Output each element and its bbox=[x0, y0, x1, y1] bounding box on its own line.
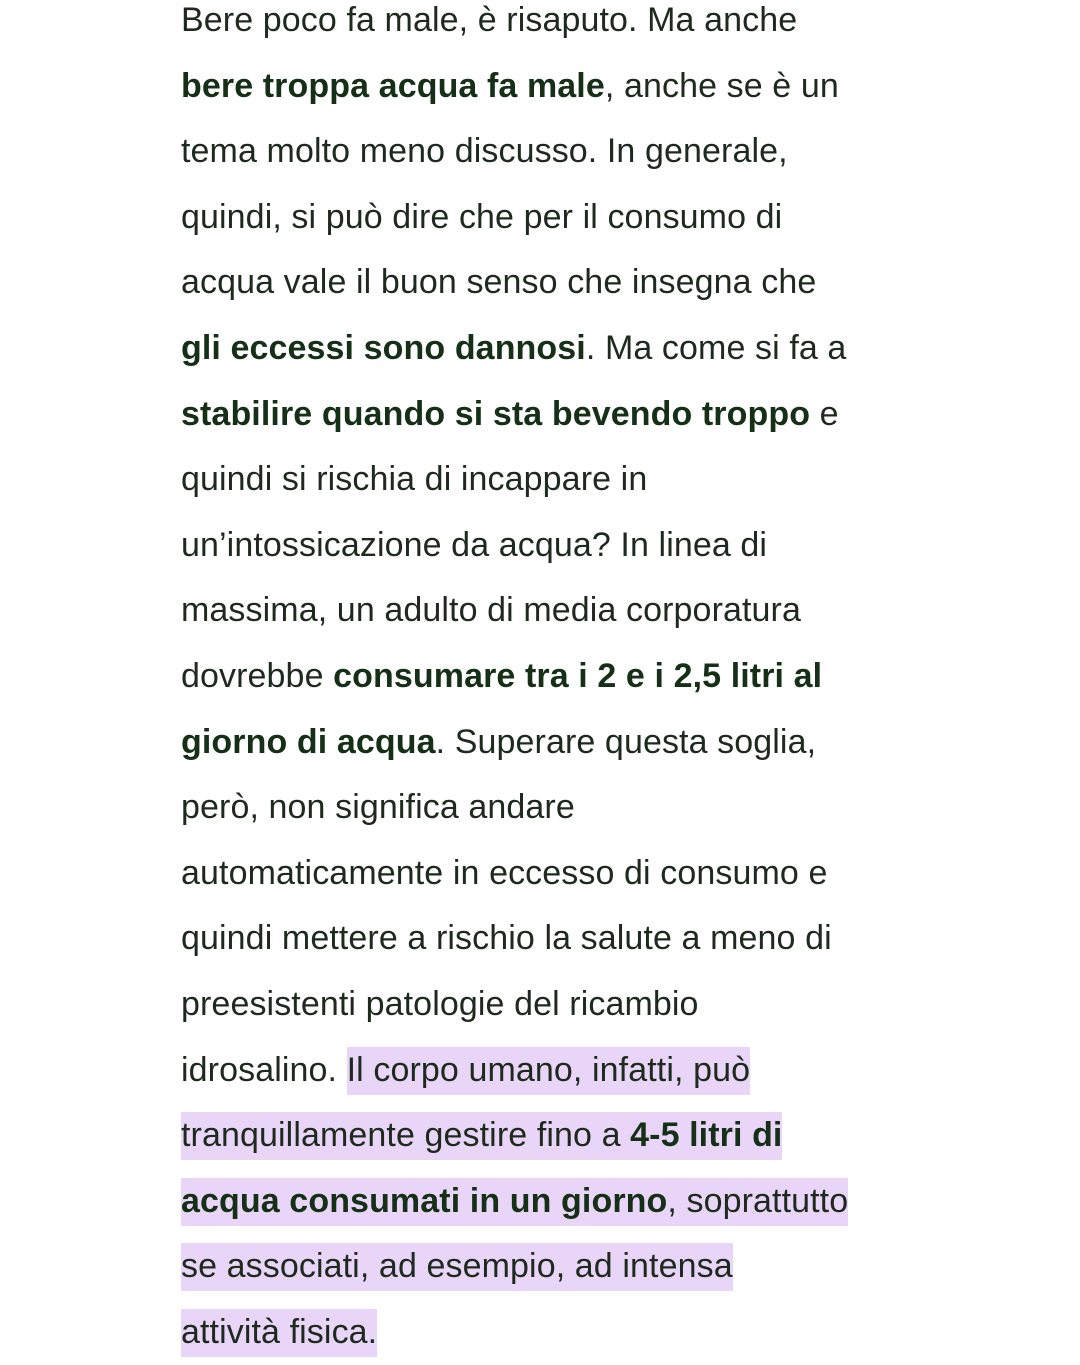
text-line bbox=[181, 185, 921, 251]
text-line bbox=[181, 644, 921, 710]
text-segment: quindi si rischia di incappare in bbox=[181, 460, 648, 499]
bold-text: giorno di acqua bbox=[181, 722, 436, 761]
text-segment: idrosalino. bbox=[181, 1050, 347, 1089]
text-line bbox=[181, 578, 921, 644]
highlighted-text: Il corpo umano, infatti, può bbox=[347, 1047, 750, 1095]
text-line bbox=[181, 54, 921, 120]
text-segment: però, non significa andare bbox=[181, 788, 575, 827]
text-line bbox=[181, 775, 921, 841]
bold-text: gli eccessi sono dannosi bbox=[181, 328, 586, 367]
text-line bbox=[181, 710, 921, 776]
text-segment: quindi, si può dire che per il consumo di bbox=[181, 197, 783, 236]
text-segment: dovrebbe bbox=[181, 656, 334, 695]
text-segment: Bere poco fa male, è risaputo. Ma anche bbox=[181, 1, 798, 39]
text-line bbox=[181, 447, 921, 513]
text-line bbox=[181, 513, 921, 579]
text-line bbox=[181, 382, 921, 448]
highlighted-bold-text: 4-5 litri di bbox=[630, 1112, 782, 1160]
highlighted-text: , soprattutto bbox=[667, 1178, 848, 1226]
text-segment: e bbox=[810, 394, 839, 433]
text-line bbox=[181, 250, 921, 316]
highlighted-text: se associati, ad esempio, ad intensa bbox=[181, 1243, 733, 1291]
article-paragraph bbox=[181, 0, 921, 1365]
text-segment: quindi mettere a rischio la salute a meno di bbox=[181, 919, 832, 958]
text-segment: massima, un adulto di media corporatura bbox=[181, 591, 801, 630]
text-segment: preesistenti patologie del ricambio bbox=[181, 984, 699, 1023]
text-segment: acqua vale il buon senso che insegna che bbox=[181, 263, 817, 302]
text-line bbox=[181, 1103, 921, 1169]
text-line bbox=[181, 841, 921, 907]
text-segment: . Ma come si fa a bbox=[585, 328, 847, 367]
text-line bbox=[181, 316, 921, 382]
text-line bbox=[181, 906, 921, 972]
text-line bbox=[181, 0, 921, 54]
highlighted-text: tranquillamente gestire fino a bbox=[181, 1112, 630, 1160]
text-line bbox=[181, 1169, 921, 1235]
highlighted-text: attività fisica. bbox=[181, 1309, 377, 1357]
text-segment: automaticamente in eccesso di consumo e bbox=[181, 853, 828, 892]
text-segment: . Superare questa soglia, bbox=[435, 722, 817, 761]
text-line bbox=[181, 1038, 921, 1104]
text-line bbox=[181, 119, 921, 185]
text-line bbox=[181, 1300, 921, 1365]
text-segment: , anche se è un bbox=[604, 66, 839, 105]
bold-text: bere troppa acqua fa male bbox=[181, 66, 605, 105]
bold-text: consumare tra i 2 e i 2,5 litri al bbox=[333, 656, 823, 695]
bold-text: stabilire quando si sta bevendo troppo bbox=[181, 394, 811, 433]
highlighted-bold-text: acqua consumati in un giorno bbox=[181, 1178, 667, 1226]
text-segment: un’intossicazione da acqua? In linea di bbox=[181, 525, 768, 564]
text-line bbox=[181, 1234, 921, 1300]
text-line bbox=[181, 972, 921, 1038]
text-segment: tema molto meno discusso. In generale, bbox=[181, 132, 788, 171]
